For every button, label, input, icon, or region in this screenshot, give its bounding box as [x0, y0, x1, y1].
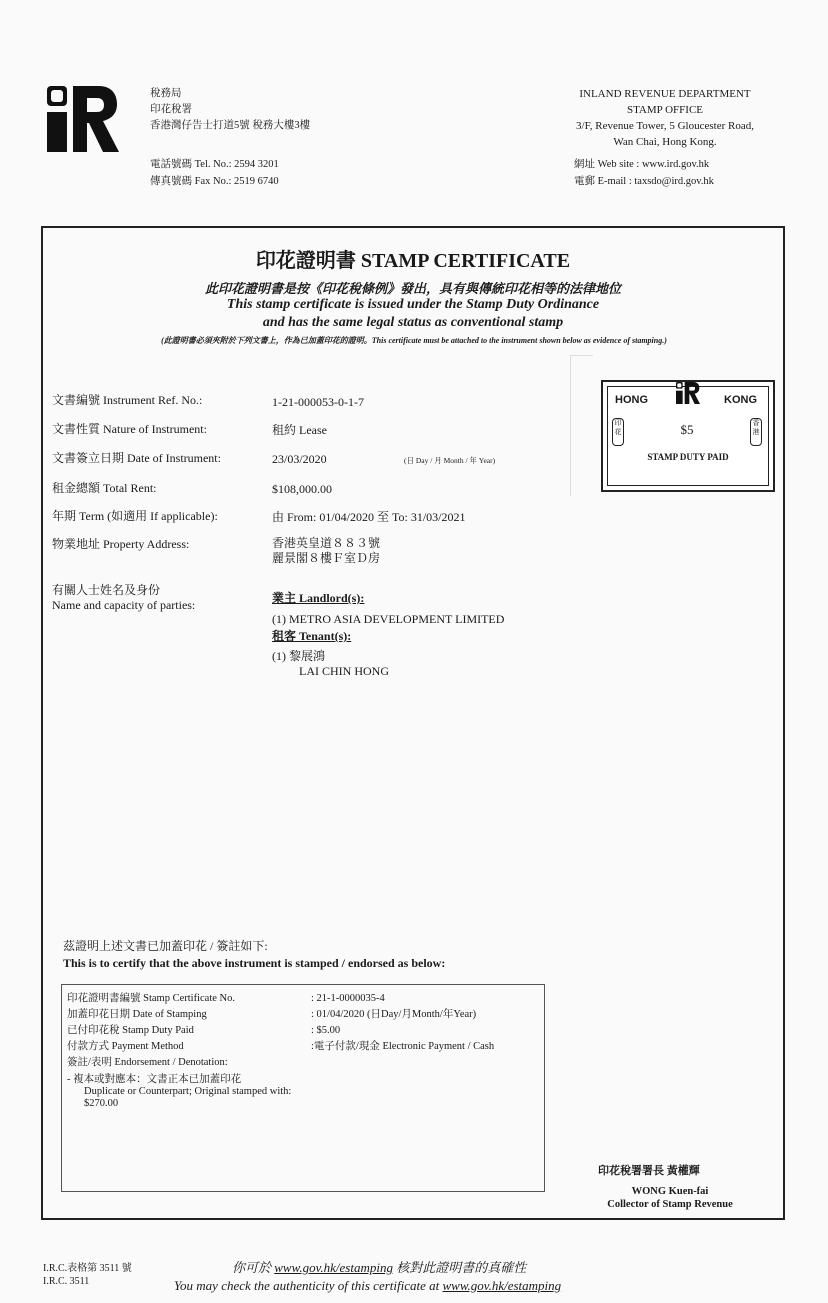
form-code-cn: I.R.C.表格第 3511 號: [43, 1263, 132, 1274]
date-value: 23/03/2020: [272, 452, 327, 466]
cert-no-value: : 21-1-0000035-4: [311, 993, 385, 1004]
parties-label-en: Name and capacity of parties:: [52, 598, 196, 612]
address-line-1: 香港英皇道８８３號: [272, 536, 381, 550]
landlord-heading: 業主 Landlord(s):: [272, 591, 365, 605]
website-link[interactable]: 網址 Web site : www.ird.gov.hk: [574, 159, 710, 170]
subtitle-en-2: and has the same legal status as conventional stamp: [262, 315, 564, 330]
fax-number: 傳真號碼 Fax No.: 2519 6740: [150, 176, 279, 187]
stamp-side-right: 香港: [750, 418, 762, 446]
stamping-date-value: : 01/04/2020 (日Day/月Month/年Year): [311, 1009, 477, 1020]
stamp-kong-text: KONG: [724, 394, 757, 406]
address-line: 3/F, Revenue Tower, 5 Gloucester Road,: [576, 120, 754, 132]
header-cn-line: 印花稅署: [150, 104, 192, 115]
address-line-2: 麗景閣８樓Ｆ室Ｄ房: [272, 551, 381, 565]
tenant-name-en: LAI CHIN HONG: [299, 664, 389, 678]
header-cn-line: 稅務局: [150, 88, 182, 99]
address-line: Wan Chai, Hong Kong.: [613, 136, 717, 148]
payment-method-label: 付款方式 Payment Method: [67, 1041, 184, 1052]
date-label: 文書簽立日期 Date of Instrument:: [52, 451, 221, 465]
header-cn-line: 香港灣仔告士打道5號 稅務大樓3樓: [150, 120, 311, 131]
nature-label: 文書性質 Nature of Instrument:: [52, 422, 207, 436]
email-link[interactable]: 電郵 E-mail : taxsdo@ird.gov.hk: [574, 176, 714, 187]
cert-no-label: 印花證明書編號 Stamp Certificate No.: [67, 993, 235, 1004]
certificate-title: 印花證明書 STAMP CERTIFICATE: [255, 250, 571, 272]
term-value: 由 From: 01/04/2020 至 To: 31/03/2021: [272, 510, 466, 524]
stamp-hong-text: HONG: [615, 394, 648, 406]
tenant-name-cn: (1) 黎展鴻: [272, 649, 325, 663]
verify-text-cn: [232, 1257, 526, 1276]
verify-cn-pre: 你可於: [232, 1260, 275, 1275]
subtitle-cn: 此印花證明書是按《印花稅條例》發出，具有與傳統印花相等的法律地位: [204, 281, 621, 296]
landlord-name: (1) METRO ASIA DEVELOPMENT LIMITED: [272, 612, 505, 626]
date-format-hint: (日 Day / 月 Month / 年 Year): [404, 456, 496, 465]
verify-en-pre: You may check the authenticity of this certificate at: [174, 1278, 443, 1293]
verify-link-cn[interactable]: www.gov.hk/estamping: [274, 1260, 393, 1275]
stamp-value: $5: [680, 422, 694, 437]
duty-paid-label: 已付印花稅 Stamp Duty Paid: [67, 1025, 194, 1036]
stamping-date-label: 加蓋印花日期 Date of Stamping: [67, 1009, 207, 1020]
certify-cn: 茲證明上述文書已加蓋印花 / 簽註如下:: [63, 939, 268, 953]
collector-cn: 印花稅署署長 黃權輝: [598, 1165, 700, 1177]
stamp-side-left: 印花: [612, 418, 624, 446]
rent-label: 租金總額 Total Rent:: [52, 481, 157, 495]
parties-label-cn: 有關人士姓名及身份: [52, 583, 161, 597]
stamp-ir-logo: [674, 382, 702, 404]
header-department: [540, 86, 790, 150]
collector-name: WONG Kuen-fai: [631, 1186, 709, 1197]
header-web-email: [574, 156, 794, 190]
ird-logo: [47, 86, 119, 152]
verify-text-en: [174, 1278, 561, 1294]
tel-number: 電話號碼 Tel. No.: 2594 3201: [150, 159, 279, 170]
address-label: 物業地址 Property Address:: [52, 537, 190, 551]
term-label: 年期 Term (如適用 If applicable):: [52, 509, 218, 523]
department-name: INLAND REVENUE DEPARTMENT: [579, 88, 751, 100]
form-code-en: I.R.C. 3511: [43, 1276, 90, 1287]
endorsement-amount: $270.00: [84, 1098, 119, 1109]
faint-mark: [570, 355, 593, 496]
rent-value: $108,000.00: [272, 482, 332, 496]
payment-method-value: :電子付款/現金 Electronic Payment / Cash: [311, 1041, 495, 1052]
verify-link-en[interactable]: www.gov.hk/estamping: [442, 1278, 562, 1293]
collector-title: Collector of Stamp Revenue: [607, 1199, 733, 1210]
header-contact: [150, 156, 410, 190]
stamp-paid-text: STAMP DUTY PAID: [647, 452, 729, 462]
collector-block: [585, 1185, 755, 1211]
endorsement-cn: - 複本或對應本：文書正本已加蓋印花: [67, 1074, 242, 1085]
subtitle-en-1: This stamp certificate is issued under the Stamp Duty Ordinance: [226, 297, 600, 312]
ref-value: 1-21-000053-0-1-7: [272, 395, 364, 409]
endorsement-en: Duplicate or Counterpart; Original stamped with:: [84, 1086, 292, 1097]
attachment-note: (此證明書必須夾附於下列文書上，作為已加蓋印花的證明。This certificate must be attached to the instrument shown below as evidence of stamping.): [161, 336, 667, 345]
ref-label: 文書編號 Instrument Ref. No.:: [52, 393, 203, 407]
tenant-heading: 租客 Tenant(s):: [272, 629, 352, 643]
office-name: STAMP OFFICE: [626, 104, 704, 116]
verify-cn-post: 核對此證明書的真確性: [392, 1260, 527, 1275]
certify-en: This is to certify that the above instrument is stamped / endorsed as below:: [63, 956, 446, 970]
endorsement-label: 簽註/表明 Endorsement / Denotation:: [67, 1057, 228, 1068]
header-cn-block: [150, 86, 410, 134]
duty-paid-value: : $5.00: [311, 1025, 341, 1036]
nature-value: 租約 Lease: [272, 423, 327, 437]
